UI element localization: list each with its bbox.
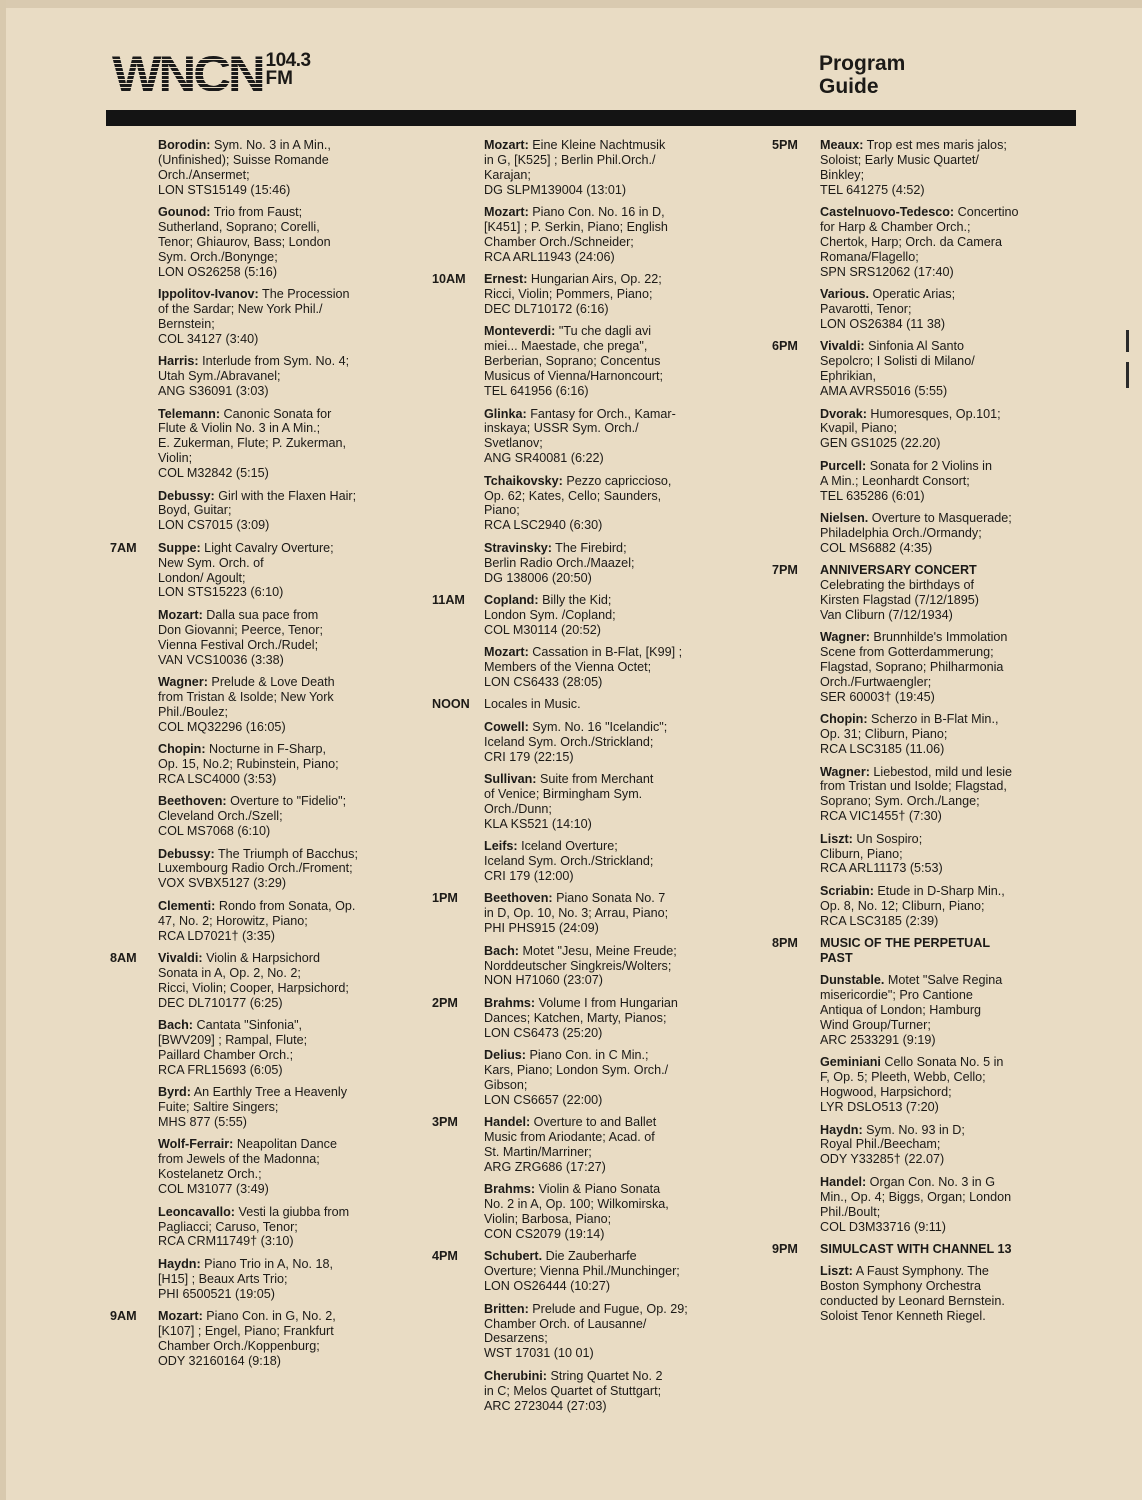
composer-name: Vivaldi:	[158, 951, 203, 965]
program-text	[158, 138, 406, 198]
program-details: Scherzo in B-Flat Min., Op. 31; Cliburn, Piano; RCA LSC3185 (11.06)	[820, 712, 999, 757]
program-text	[820, 511, 1068, 556]
program-text	[484, 645, 742, 690]
program-details: Brunnhilde's Immolation Scene from Gotterdammerung; Flagstad, Soprano; Philharmonia Orch./Furtwaengler; SER 60003† (19:45)	[820, 630, 1008, 704]
program-details: The Triumph of Bacchus; Luxembourg Radio Orch./Froment; VOX SVBX5127 (3:29)	[158, 846, 358, 891]
composer-name: Handel:	[820, 1174, 867, 1189]
time-slot: 4PM	[432, 1249, 458, 1264]
composer-name: Wagner:	[820, 630, 870, 645]
program-details: The Firebird; Berlin Radio Orch./Maazel; DG 138006 (20:50)	[484, 540, 635, 585]
program-entry	[106, 794, 406, 839]
composer-name: Nielsen.	[820, 510, 869, 525]
time-slot: 7PM	[772, 563, 798, 578]
program-details: Nocturne in F-Sharp, Op. 15, No.2; Rubinstein, Piano; RCA LSC4000 (3:53)	[158, 742, 339, 786]
program-text	[820, 339, 1068, 399]
composer-name: ANNIVERSARY CONCERT	[820, 563, 977, 578]
program-text	[484, 205, 742, 265]
program-details: Locales in Music.	[484, 697, 581, 712]
program-entry	[106, 847, 406, 892]
program-text	[820, 765, 1068, 825]
program-entry	[768, 1055, 1068, 1115]
program-text	[158, 489, 406, 534]
program-details: Vesti la giubba from Pagliacci; Caruso, Tenor; RCA CRM11749† (3:10)	[158, 1204, 350, 1249]
program-entry	[106, 138, 406, 198]
program-entry	[432, 324, 742, 399]
program-entry	[768, 563, 1068, 623]
program-entry	[768, 630, 1068, 705]
program-text	[820, 973, 1068, 1048]
time-slot: 11AM	[432, 592, 465, 607]
program-text	[484, 541, 742, 586]
program-entry	[768, 511, 1068, 556]
program-text	[158, 794, 406, 839]
program-entry	[768, 1242, 1068, 1257]
composer-name: Ernest:	[484, 272, 528, 287]
program-entry	[106, 1309, 406, 1369]
program-entry	[106, 1018, 406, 1078]
header-rule	[106, 110, 1076, 126]
program-text	[820, 832, 1068, 877]
composer-name: Mozart:	[484, 645, 529, 660]
program-entry	[106, 1137, 406, 1197]
composer-name: Mozart:	[484, 138, 529, 152]
composer-name: Scriabin:	[820, 883, 874, 898]
time-slot: 3PM	[432, 1115, 458, 1130]
program-details: Interlude from Sym. No. 4; Utah Sym./Abravanel; ANG S36091 (3:03)	[158, 354, 350, 399]
composer-name: Chopin:	[158, 742, 206, 757]
program-entry	[106, 951, 406, 1011]
program-details: Iceland Overture; Iceland Sym. Orch./Strickland; CRI 179 (12:00)	[484, 839, 654, 883]
program-entry	[768, 712, 1068, 757]
program-text	[820, 630, 1068, 705]
program-entry	[768, 138, 1068, 198]
program-text	[484, 407, 742, 467]
program-details: Piano Trio in A, No. 18, [H15] ; Beaux Arts Trio; PHI 6500521 (19:05)	[158, 1256, 333, 1301]
composer-name: Handel:	[484, 1115, 531, 1130]
program-text	[484, 1249, 742, 1294]
program-entry	[432, 541, 742, 586]
composer-name: Liszt:	[820, 831, 853, 846]
composer-name: Beethoven:	[484, 891, 553, 906]
composer-name: Beethoven:	[158, 794, 227, 809]
composer-name: Mozart:	[158, 1309, 203, 1324]
composer-name: Various.	[820, 287, 869, 302]
composer-name: SIMULCAST WITH CHANNEL 13	[820, 1241, 1012, 1256]
page-top-edge	[0, 0, 1142, 8]
program-text	[484, 138, 742, 198]
program-text	[484, 1182, 742, 1242]
program-entry	[106, 1085, 406, 1130]
program-text	[484, 1302, 742, 1362]
composer-name: Delius:	[484, 1048, 526, 1063]
time-slot: NOON	[432, 697, 470, 712]
program-details: Liebestod, mild und lesie from Tristan und Isolde; Flagstad, Soprano; Sym. Orch./Lange; RCA VIC1455† (7:30)	[820, 764, 1013, 824]
program-text	[820, 884, 1068, 929]
program-entry	[106, 407, 406, 482]
program-entry	[106, 354, 406, 399]
program-details: An Earthly Tree a Heavenly Fuite; Saltire Singers; MHS 877 (5:55)	[158, 1085, 347, 1130]
program-entry	[432, 272, 742, 317]
program-text	[820, 407, 1068, 452]
program-text	[158, 847, 406, 892]
program-details: Un Sospiro; Cliburn, Piano; RCA ARL11173 (5:53)	[820, 831, 943, 876]
time-slot: 7AM	[110, 540, 137, 555]
program-details: Volume I from Hungarian Dances; Katchen, Marty, Pianos; LON CS6473 (25:20)	[484, 995, 678, 1040]
composer-name: Mozart:	[158, 607, 203, 622]
page-title	[819, 52, 905, 98]
composer-name: Suppe:	[158, 540, 201, 555]
program-entry	[768, 936, 1068, 966]
program-details: Prelude & Love Death from Tristan & Isolde; New York Phil./Boulez; COL MQ32296 (16:05)	[158, 675, 335, 734]
logo-wordmark: WNCN	[112, 46, 263, 102]
program-text	[484, 772, 742, 832]
composer-name: Geminiani	[820, 1055, 881, 1070]
program-details: Pezzo capriccioso, Op. 62; Kates, Cello; Saunders, Piano; RCA LSC2940 (6:30)	[484, 473, 672, 533]
page-title-line-1: Program	[819, 52, 906, 75]
composer-name: Liszt:	[820, 1264, 853, 1279]
composer-name: Haydn:	[820, 1122, 863, 1137]
program-details: Die Zauberharfe Overture; Vienna Phil./Munchinger; LON OS26444 (10:27)	[484, 1249, 680, 1294]
program-entry	[768, 459, 1068, 504]
program-entry	[432, 407, 742, 467]
composer-name: Brahms:	[484, 995, 536, 1010]
program-text	[158, 1018, 406, 1078]
program-entry	[768, 1175, 1068, 1235]
program-entry	[106, 1205, 406, 1250]
program-text	[158, 287, 406, 347]
program-details: Canonic Sonata for Flute & Violin No. 3 in A Min.; E. Zukerman, Flute; P. Zukerman, Violin; COL M32842 (5:15)	[158, 406, 347, 481]
program-details: Operatic Arias; Pavarotti, Tenor; LON OS26384 (11 38)	[820, 287, 956, 331]
program-details: Sonata for 2 Violins in A Min.; Leonhardt Consort; TEL 635286 (6:01)	[820, 458, 992, 503]
program-entry	[432, 645, 742, 690]
composer-name: Telemann:	[158, 406, 221, 421]
program-details: Motet "Salve Regina misericordie"; Pro Cantione Antiqua of London; Hamburg Wind Group/Turner; ARC 2533291 (9:19)	[820, 973, 1003, 1048]
program-text	[484, 324, 742, 399]
program-entry	[432, 839, 742, 884]
program-entry	[768, 973, 1068, 1048]
program-text	[820, 205, 1068, 280]
program-details: Cello Sonata No. 5 in F, Op. 5; Pleeth, Webb, Cello; Hogwood, Harpsichord; LYR DSLO513 (7:20)	[820, 1055, 1004, 1115]
program-text	[158, 407, 406, 482]
program-details: Cantata "Sinfonia", [BWV209] ; Rampal, Flute; Paillard Chamber Orch.; RCA FRL15693 (6:05)	[158, 1018, 308, 1077]
program-details: Sym. No. 93 in D; Royal Phil./Beecham; ODY Y33285† (22.07)	[820, 1122, 965, 1167]
composer-name: Castelnuovo-Tedesco:	[820, 205, 955, 220]
program-details: Concertino for Harp & Chamber Orch.; Chertok, Harp; Orch. da Camera Romana/Flagello; SPN SRS12062 (17:40)	[820, 205, 1019, 279]
program-entry	[106, 489, 406, 534]
page-left-edge	[0, 0, 6, 1500]
program-entry	[432, 593, 742, 638]
time-slot: 10AM	[432, 272, 466, 287]
program-entry	[106, 205, 406, 280]
program-entry	[432, 1369, 742, 1414]
composer-name: Ippolitov-Ivanov:	[158, 287, 259, 302]
program-details: Overture to and Ballet Music from Ariodante; Acad. of St. Martin/Marriner; ARG ZRG686 (17:27)	[484, 1115, 657, 1174]
composer-name: Meaux:	[820, 138, 864, 152]
program-entry	[106, 287, 406, 347]
composer-name: Debussy:	[158, 488, 215, 503]
program-entry	[768, 832, 1068, 877]
program-text	[158, 541, 406, 601]
composer-name: Schubert.	[484, 1249, 543, 1264]
program-details: Organ Con. No. 3 in G Min., Op. 4; Biggs, Organ; London Phil./Boult; COL D3M33716 (9:11)	[820, 1174, 1012, 1234]
program-entry	[432, 944, 742, 989]
composer-name: Cherubini:	[484, 1368, 547, 1383]
program-details: Trio from Faust; Sutherland, Soprano; Corelli, Tenor; Ghiaurov, Bass; London Sym. Orch./Bonynge; LON OS26258 (5:16)	[158, 205, 331, 279]
program-column-3	[768, 138, 1068, 1331]
program-text	[158, 354, 406, 399]
program-text	[484, 720, 742, 765]
composer-name: Wagner:	[158, 675, 208, 689]
program-details: Fantasy for Orch., Kamar- inskaya; USSR Sym. Orch./ Svetlanov; ANG SR40081 (6:22)	[484, 406, 676, 466]
program-details: Eine Kleine Nachtmusik in G, [K525] ; Berlin Phil.Orch./ Karajan; DG SLPM139004 (13:01)	[484, 138, 666, 197]
time-slot: 2PM	[432, 995, 458, 1010]
composer-name: Wagner:	[820, 764, 870, 779]
program-text	[158, 951, 406, 1011]
program-entry	[432, 720, 742, 765]
program-text	[820, 1175, 1068, 1235]
program-entry	[432, 772, 742, 832]
program-details: Piano Sonata No. 7 in D, Op. 10, No. 3; Arrau, Piano; PHI PHS915 (24:09)	[484, 891, 669, 936]
composer-name: Leoncavallo:	[158, 1204, 235, 1219]
program-entry	[106, 1257, 406, 1302]
time-slot: 8PM	[772, 936, 798, 951]
binder-mark	[1126, 330, 1129, 352]
composer-name: Dvorak:	[820, 406, 867, 421]
time-slot: 5PM	[772, 138, 798, 152]
program-entry	[432, 1302, 742, 1362]
program-details: String Quartet No. 2 in C; Melos Quartet of Stuttgart; ARC 2723044 (27:03)	[484, 1368, 663, 1413]
program-details: The Procession of the Sardar; New York Phil./ Bernstein; COL 34127 (3:40)	[158, 287, 350, 346]
program-entry	[432, 697, 742, 712]
program-entry	[106, 608, 406, 668]
composer-name: Borodin:	[158, 138, 211, 152]
program-details: Sinfonia Al Santo Sepolcro; I Solisti di Milano/ Ephrikian, AMA AVRS5016 (5:55)	[820, 339, 975, 399]
composer-name: Bach:	[484, 943, 519, 958]
page-title-line-2: Guide	[819, 75, 879, 98]
program-text	[820, 138, 1068, 198]
composer-name: Gounod:	[158, 205, 211, 220]
program-details: Neapolitan Dance from Jewels of the Madonna; Kostelanetz Orch.; COL M31077 (3:49)	[158, 1137, 337, 1197]
program-text	[158, 1205, 406, 1250]
program-text	[820, 712, 1068, 757]
composer-name: Clementi:	[158, 898, 216, 913]
program-text	[158, 608, 406, 668]
program-text	[158, 1085, 406, 1130]
logo-band: FM	[265, 68, 293, 89]
program-column-1	[106, 138, 406, 1376]
program-details: Piano Con. in C Min.; Kars, Piano; London Sym. Orch./ Gibson; LON CS6657 (22:00)	[484, 1048, 669, 1107]
program-details: Trop est mes maris jalos; Soloist; Early Music Quartet/ Binkley; TEL 641275 (4:52)	[820, 138, 1007, 197]
program-text	[158, 899, 406, 944]
program-entry	[106, 541, 406, 601]
program-text	[820, 459, 1068, 504]
logo-frequency-block	[266, 52, 311, 88]
program-entry	[768, 1123, 1068, 1168]
program-text	[484, 1369, 742, 1414]
program-text	[820, 1055, 1068, 1115]
composer-name: MUSIC OF THE PERPETUAL PAST	[820, 936, 991, 965]
program-details: Suite from Merchant of Venice; Birmingham Sym. Orch./Dunn; KLA KS521 (14:10)	[484, 772, 654, 831]
program-text	[820, 936, 1068, 966]
program-details: Piano Con. No. 16 in D, [K451] ; P. Serkin, Piano; English Chamber Orch./Schneider; RCA ARL11943 (24:06)	[484, 205, 668, 264]
program-entry	[768, 205, 1068, 280]
program-text	[158, 1137, 406, 1197]
program-text	[484, 944, 742, 989]
program-details: Motet "Jesu, Meine Freude; Norddeutscher Singkreis/Wolters; NON H71060 (23:07)	[484, 943, 677, 988]
program-text	[484, 272, 742, 317]
composer-name: Britten:	[484, 1301, 529, 1316]
program-entry	[432, 996, 742, 1041]
program-details: Sym. No. 16 "Icelandic"; Iceland Sym. Orch./Strickland; CRI 179 (22:15)	[484, 719, 668, 764]
composer-name: Harris:	[158, 354, 199, 369]
composer-name: Tchaikovsky:	[484, 473, 563, 488]
program-entry	[432, 1048, 742, 1108]
program-details: Piano Con. in G, No. 2, [K107] ; Engel, Piano; Frankfurt Chamber Orch./Koppenburg; ODY 32160164 (9:18)	[158, 1309, 336, 1368]
program-text	[158, 1309, 406, 1369]
program-details: Overture to Masquerade; Philadelphia Orch./Ormandy; COL MS6882 (4:35)	[820, 510, 1012, 555]
time-slot: 6PM	[772, 339, 798, 354]
program-entry	[432, 891, 742, 936]
time-slot: 9PM	[772, 1241, 798, 1256]
station-logo	[112, 46, 311, 102]
composer-name: Vivaldi:	[820, 339, 865, 354]
program-text	[484, 891, 742, 936]
program-text	[484, 996, 742, 1041]
composer-name: Brahms:	[484, 1182, 536, 1197]
program-details: "Tu che dagli avi miei... Maestade, che prega", Berberian, Soprano; Concentus Musicus of Vienna/Harnoncourt; TEL 641956 (6:16)	[484, 324, 663, 399]
program-entry	[432, 474, 742, 534]
program-entry	[106, 742, 406, 787]
composer-name: Chopin:	[820, 712, 868, 727]
program-details: Violin & Piano Sonata No. 2 in A, Op. 100; Wilkomirska, Violin; Barbosa, Piano; CON CS2079 (19:14)	[484, 1182, 669, 1241]
composer-name: Mozart:	[484, 205, 529, 220]
program-entry	[768, 884, 1068, 929]
program-entry	[432, 1249, 742, 1294]
composer-name: Wolf-Ferrair:	[158, 1137, 234, 1152]
time-slot: 1PM	[432, 891, 458, 906]
program-entry	[768, 765, 1068, 825]
composer-name: Leifs:	[484, 839, 518, 854]
program-entry	[768, 339, 1068, 399]
program-details: Hungarian Airs, Op. 22; Ricci, Violin; Pommers, Piano; DEC DL710172 (6:16)	[484, 272, 662, 317]
program-entry	[106, 675, 406, 735]
composer-name: Byrd:	[158, 1085, 191, 1100]
program-details: Rondo from Sonata, Op. 47, No. 2; Horowitz, Piano; RCA LD7021† (3:35)	[158, 898, 356, 943]
composer-name: Sullivan:	[484, 772, 537, 787]
composer-name: Cowell:	[484, 719, 529, 734]
program-details: Violin & Harpsichord Sonata in A, Op. 2, No. 2; Ricci, Violin; Cooper, Harpsichord; DEC DL710177 (6:25)	[158, 951, 349, 1010]
time-slot: 9AM	[110, 1309, 137, 1324]
program-details: Billy the Kid; London Sym. /Copland; COL M30114 (20:52)	[484, 592, 616, 637]
program-text	[820, 1242, 1068, 1257]
program-text	[820, 563, 1068, 623]
program-details: Overture to "Fidelio"; Cleveland Orch./Szell; COL MS7068 (6:10)	[158, 794, 347, 839]
program-text	[484, 697, 742, 712]
composer-name: Copland:	[484, 592, 539, 607]
program-entry	[432, 1182, 742, 1242]
program-entry	[432, 205, 742, 265]
program-details: Light Cavalry Overture; New Sym. Orch. of London/ Agoult; LON STS15223 (6:10)	[158, 540, 334, 600]
composer-name: Haydn:	[158, 1256, 201, 1271]
program-details: Cassation in B-Flat, [K99] ; Members of the Vienna Octet; LON CS6433 (28:05)	[484, 645, 683, 689]
program-entry	[432, 1115, 742, 1175]
program-entry	[768, 407, 1068, 452]
program-text	[158, 205, 406, 280]
program-text	[484, 839, 742, 884]
program-details: A Faust Symphony. The Boston Symphony Orchestra conducted by Leonard Bernstein. Soloist Tenor Kenneth Riegel.	[820, 1264, 1005, 1324]
composer-name: Bach:	[158, 1018, 193, 1033]
composer-name: Monteverdi:	[484, 324, 556, 339]
time-slot: 8AM	[110, 951, 137, 965]
program-details: Dalla sua pace from Don Giovanni; Peerce, Tenor; Vienna Festival Orch./Rudel; VAN VCS10036 (3:38)	[158, 607, 323, 667]
program-details: Prelude and Fugue, Op. 29; Chamber Orch. of Lausanne/ Desarzens; WST 17031 (10 01)	[484, 1301, 688, 1361]
program-details: Girl with the Flaxen Hair; Boyd, Guitar; LON CS7015 (3:09)	[158, 488, 357, 533]
logo-frequency: 104.3	[265, 50, 311, 71]
binder-mark	[1126, 362, 1129, 388]
program-entry	[106, 899, 406, 944]
program-text	[484, 1048, 742, 1108]
program-text	[820, 1123, 1068, 1168]
program-details: Etude in D-Sharp Min., Op. 8, No. 12; Cliburn, Piano; RCA LSC3185 (2:39)	[820, 883, 1005, 928]
program-text	[158, 1257, 406, 1302]
program-text	[158, 675, 406, 735]
program-text	[484, 474, 742, 534]
program-entry	[432, 138, 742, 198]
program-details: Sym. No. 3 in A Min., (Unfinished); Suisse Romande Orch./Ansermet; LON STS15149 (15:46)	[158, 138, 331, 197]
composer-name: Purcell:	[820, 458, 867, 473]
program-text	[484, 593, 742, 638]
program-text	[484, 1115, 742, 1175]
program-text	[820, 287, 1068, 332]
program-entry	[768, 287, 1068, 332]
program-text	[820, 1264, 1068, 1324]
composer-name: Glinka:	[484, 406, 527, 421]
program-details: Celebrating the birthdays of Kirsten Flagstad (7/12/1895) Van Cliburn (7/12/1934)	[820, 578, 979, 622]
program-text	[158, 742, 406, 787]
composer-name: Dunstable.	[820, 973, 885, 988]
program-details: Humoresques, Op.101; Kvapil, Piano; GEN GS1025 (22.20)	[820, 406, 1001, 451]
composer-name: Stravinsky:	[484, 540, 552, 555]
program-entry	[768, 1264, 1068, 1324]
composer-name: Debussy:	[158, 846, 215, 861]
program-column-2	[432, 138, 742, 1421]
